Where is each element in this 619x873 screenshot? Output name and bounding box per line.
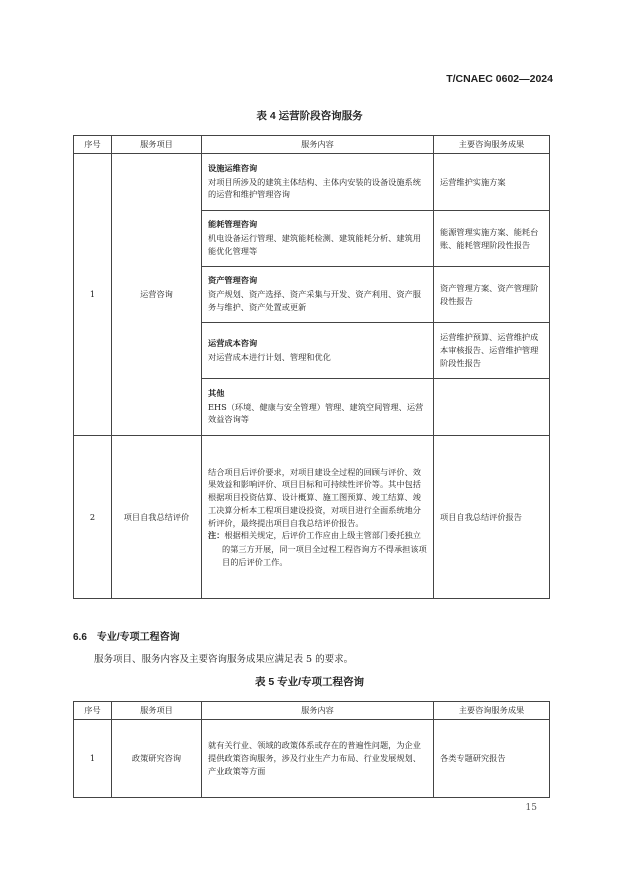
section-number: 6.6 <box>73 632 87 643</box>
header-content: 服务内容 <box>202 702 434 720</box>
section-title: 专业/专项工程咨询 <box>96 632 180 643</box>
sub-text: EHS（环境、健康与安全管理）管理、建筑空间管理、运营效益咨询等 <box>208 401 424 425</box>
sub-text: 对运营成本进行计划、管理和优化 <box>208 351 331 362</box>
result-cell: 项目自我总结评价报告 <box>434 436 550 599</box>
result-cell <box>434 379 550 436</box>
body-paragraph: 服务项目、服务内容及主要咨询服务成果应满足表 5 的要求。 <box>94 654 354 665</box>
note <box>208 529 427 568</box>
table5 <box>73 701 550 798</box>
header-num: 序号 <box>74 702 112 720</box>
sub-title: 能耗管理咨询 <box>208 220 258 230</box>
header-content: 服务内容 <box>202 136 434 154</box>
row-item: 政策研究咨询 <box>112 720 202 798</box>
content-cell <box>202 323 434 379</box>
sub-text: 机电设备运行管理、建筑能耗检测、建筑能耗分析、建筑用能优化管理等 <box>208 233 421 256</box>
sub-text: 对项目所涉及的建筑主体结构、主体内安装的设备设施系统的运营和维护管理咨询 <box>208 176 421 200</box>
table4-title: 表 4 运营阶段咨询服务 <box>256 110 363 122</box>
content-cell <box>202 154 434 211</box>
section-heading <box>73 628 180 643</box>
table-row <box>74 436 550 599</box>
result-cell: 运营维护实施方案 <box>434 154 550 211</box>
sub-title: 运营成本咨询 <box>208 338 258 348</box>
content-cell <box>202 211 434 267</box>
header-result: 主要咨询服务成果 <box>434 702 550 720</box>
result-cell: 各类专题研究报告 <box>434 720 550 798</box>
row-num: 1 <box>74 154 112 436</box>
row-item: 项目自我总结评价 <box>112 436 202 599</box>
content-cell: 就有关行业、领域的政策体系或存在的普遍性问题，为企业提供政策咨询服务，涉及行业生产力布局、行业发展规划、产业政策等方面 <box>202 720 434 798</box>
content-cell <box>202 267 434 323</box>
table5-title: 表 5 专业/专项工程咨询 <box>254 676 365 688</box>
content-cell <box>202 436 434 599</box>
sub-title: 设施运维咨询 <box>208 163 258 173</box>
note-label: 注： <box>208 531 225 541</box>
header-num: 序号 <box>74 136 112 154</box>
result-cell: 运营维护预算、运营维护成本审核报告、运营维护管理阶段性报告 <box>434 323 550 379</box>
content-cell <box>202 379 434 436</box>
note-text: 根据相关规定，后评价工作应由上级主管部门委托独立的第三方开展，同一项目全过程工程咨询方不得承担该项目的后评价工作。 <box>222 530 427 567</box>
result-cell: 资产管理方案、资产管理阶段性报告 <box>434 267 550 323</box>
table5-header-row <box>74 702 550 720</box>
header-item: 服务项目 <box>112 702 202 720</box>
sub-title: 其他 <box>208 388 225 398</box>
result-cell: 能源管理实施方案、能耗台账、能耗管理阶段性报告 <box>434 211 550 267</box>
row-item: 运营咨询 <box>112 154 202 436</box>
content-text: 结合项目后评价要求，对项目建设全过程的回顾与评价、效果效益和影响评价、项目目标和可持续性评价等。其中包括根据项目投资估算、设计概算、施工图预算、竣工结算、竣工决算分析本工程项目建设投资，对项目进行全面系统地分析评价，最终提出项目自我总结评价报告。 <box>208 466 421 528</box>
table-row <box>74 154 550 211</box>
table4 <box>73 135 550 599</box>
row-num: 1 <box>74 720 112 798</box>
header-item: 服务项目 <box>112 136 202 154</box>
table4-header-row <box>74 136 550 154</box>
standard-code: T/CNAEC 0602—2024 <box>446 73 553 85</box>
table-row <box>74 720 550 798</box>
page-number: 15 <box>525 803 537 813</box>
sub-title: 资产管理咨询 <box>208 276 258 286</box>
sub-text: 资产规划、资产选择、资产采集与开发、资产利用、资产服务与维护、资产处置或更新 <box>208 289 421 312</box>
header-result: 主要咨询服务成果 <box>434 136 550 154</box>
row-num: 2 <box>74 436 112 599</box>
